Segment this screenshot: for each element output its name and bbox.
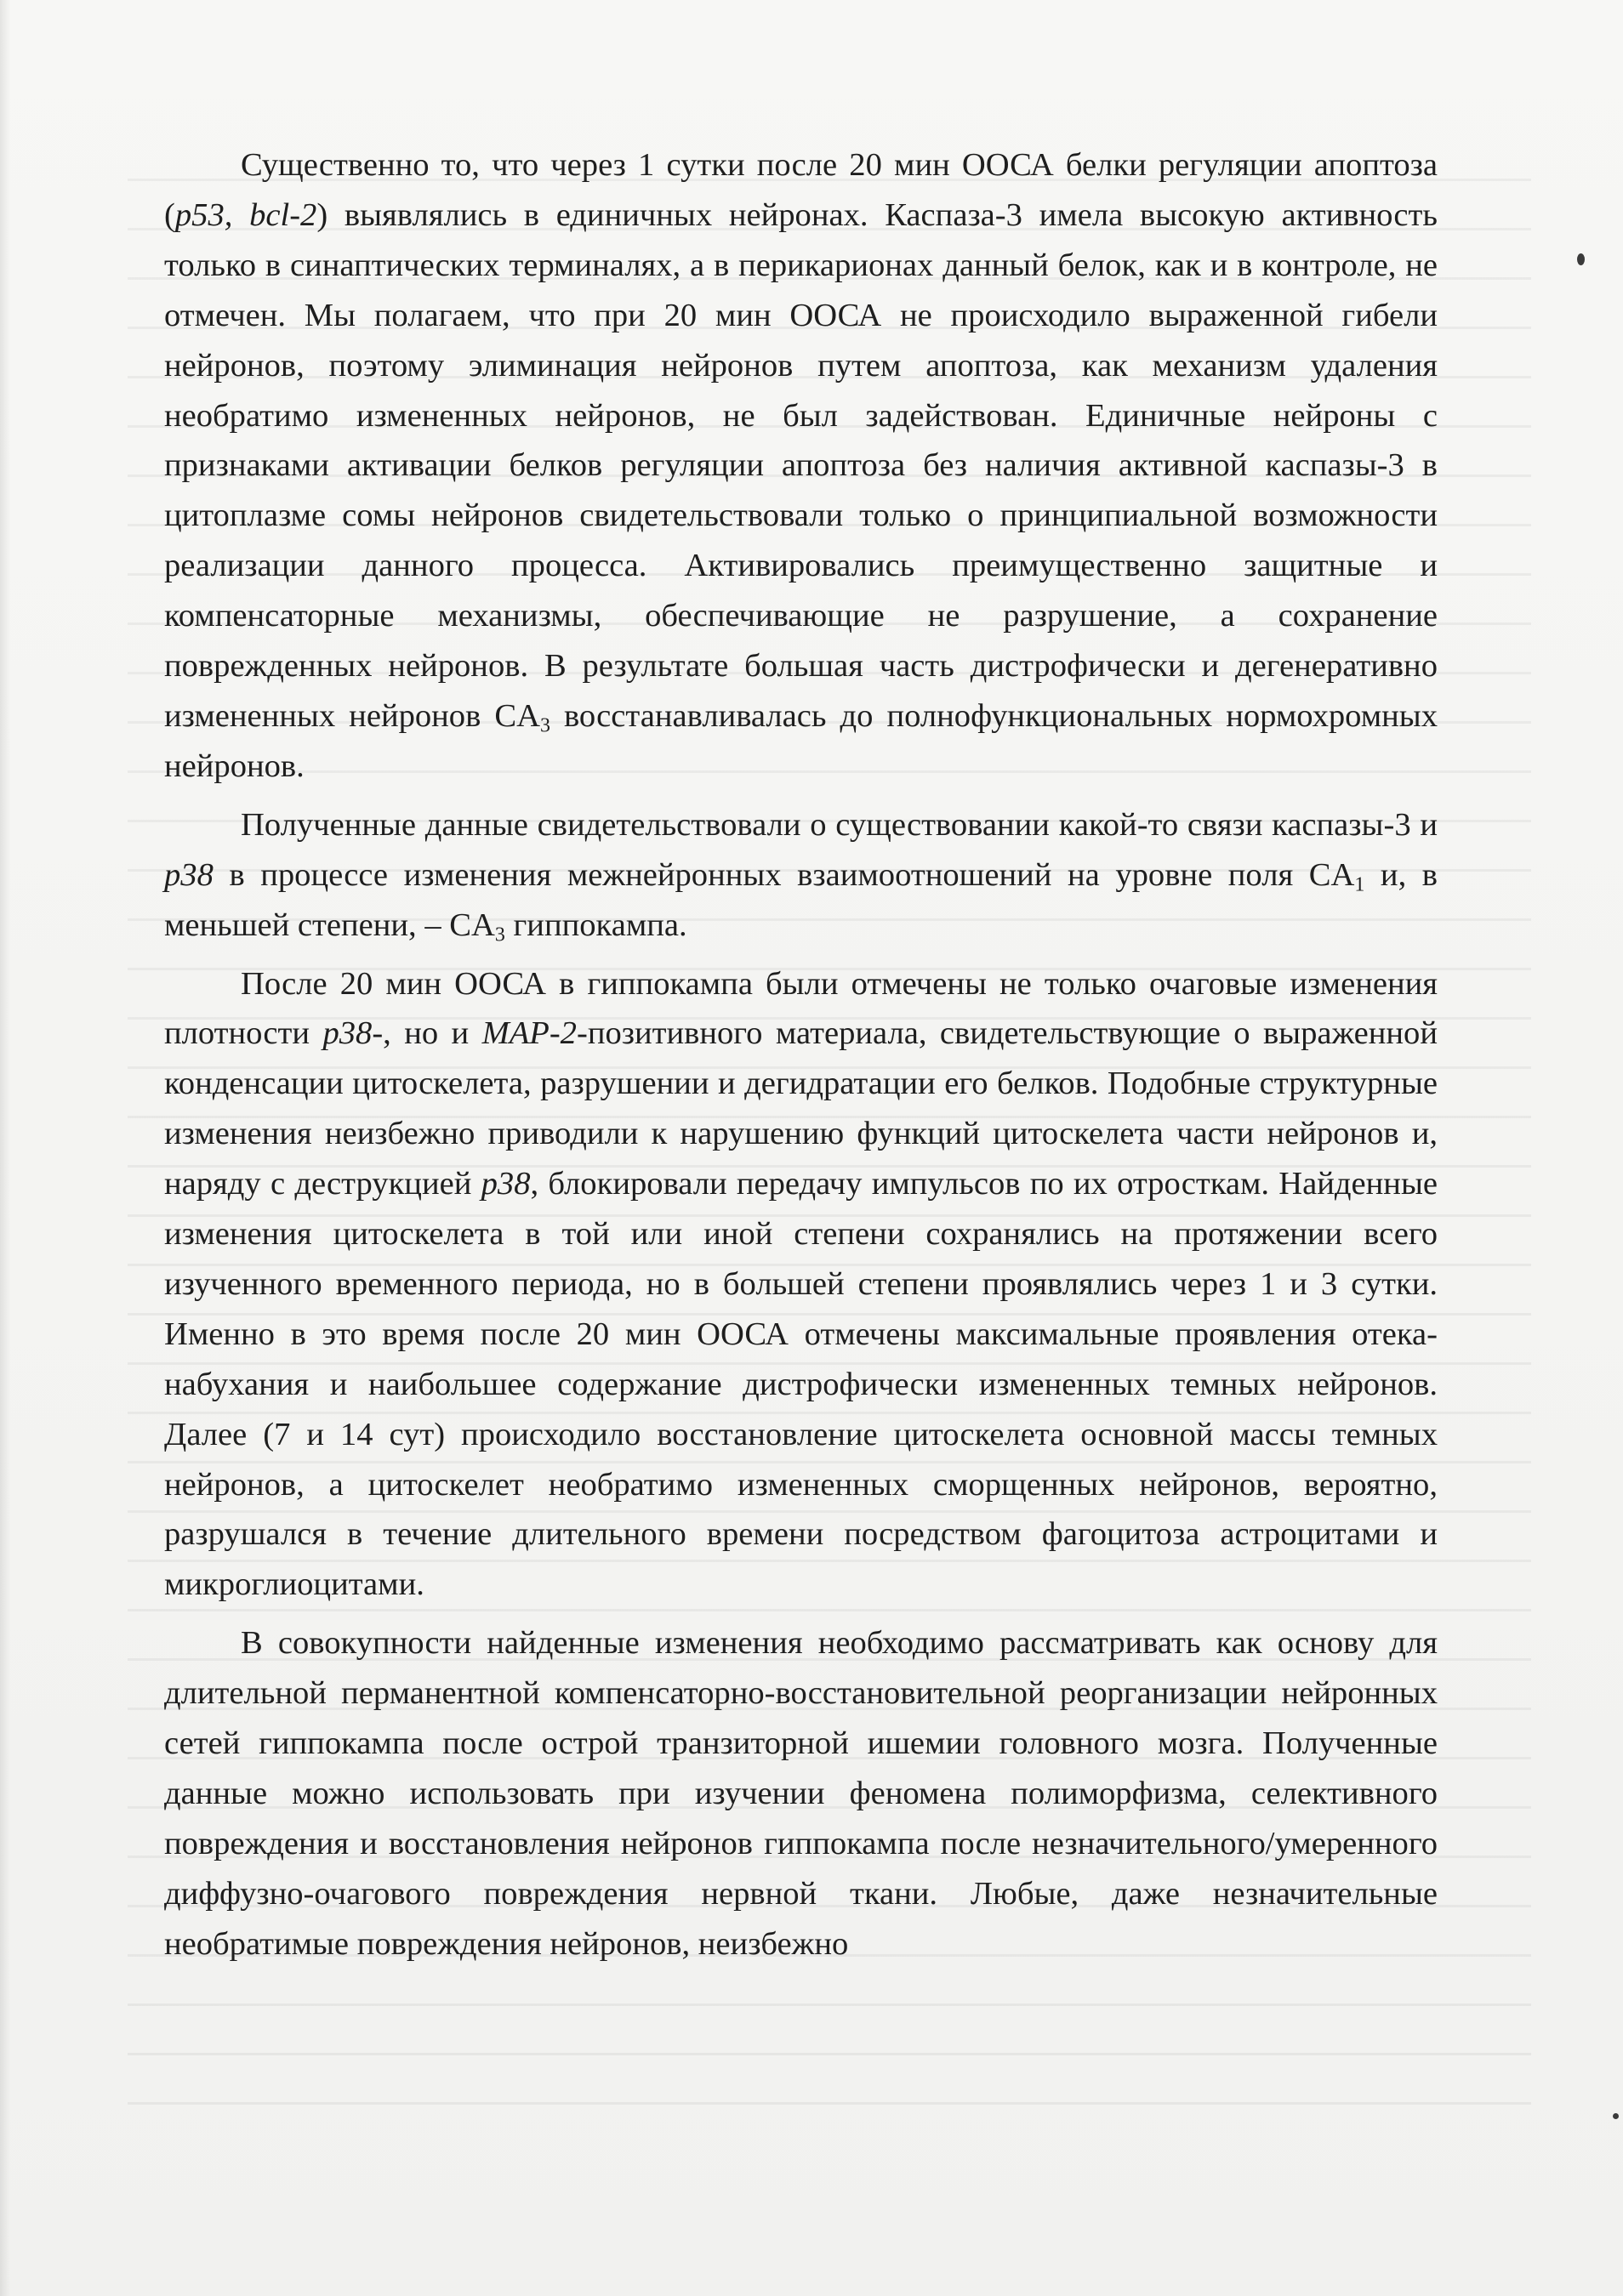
scan-speck-bottom-right [1613,2113,1619,2119]
paragraph-2: Полученные данные свидетельствовали о существовании какой-то связи каспазы-3 и p38 в процессе изменения межнейронных взаимоотношений на уровне поля $CA_1$ и, в меньшей степени, – $CA_3$ гиппокампа. [164,806,1438,946]
italic-term: p53, bcl-2 [174,196,317,233]
subscript: 3 [494,924,505,946]
italic-term: p38 [322,1015,373,1052]
scan-shadow-left [0,0,10,2296]
paragraph-4: В совокупности найденные изменения необходимо рассматривать как основу для длительной перманентной компенсаторно-восстановительной реорганизации нейронных сетей гиппокампа после острой транзиторной ишемии головного мозга. Полученные данные можно использовать при изучении феномена полиморфизма, селективного повреждения и восстановления нейронов гиппокампа после незначительного/умеренного диффузно-очагового повреждения нервной ткани. Любые, даже незначительные необратимые повреждения нейронов, неизбежно [164,1625,1438,1962]
paragraph-1: Существенно то, что через 1 сутки после 20 мин ООСА белки регуляции апоптоза (p53, bcl-2) выявлялись в единичных нейронах. Каспаза-3 имела высокую активность только в синаптических терминалях, а в перикарионах данный белок, как и в контроле, не отмечен. Мы полагаем, что при 20 мин ООСА не происходило выраженной гибели нейронов, поэтому элиминация нейронов путем апоптоза, как механизм удаления необратимо измененных нейронов, не был задействован. Единичные нейроны с признаками активации белков регуляции апоптоза без наличия активной каспазы-3 в цитоплазме сомы нейронов свидетельствовали только о принципиальной возможности реализации данного процесса. Активировались преимущественно защитные и компенсаторные механизмы, обеспечивающие не разрушение, а сохранение поврежденных нейронов. В результате большая часть дистрофически и дегенеративно измененных нейронов $CA_3$ восстанавливалась до полнофункциональных нормохромных нейронов. [164,147,1438,784]
paragraph-3: После 20 мин ООСА в гиппокампа были отмечены не только очаговые изменения плотности p38-, но и MAP-2-позитивного материала, свидетельствующие о выраженной конденсации цитоскелета, разрушении и дегидратации его белков. Подобные структурные изменения неизбежно приводили к нарушению функций цитоскелета части нейронов и, наряду с деструкцией p38, блокировали передачу импульсов по их отросткам. Найденные изменения цитоскелета в той или иной степени сохранялись на протяжении всего изученного временного периода, но в большей степени проявлялись через 1 и 3 сутки. Именно в это время после 20 мин ООСА отмечены максимальные проявления отека-набухания и наибольшее содержание дистрофически измененных темных нейронов. Далее (7 и 14 сут) происходило восстановление цитоскелета основной массы темных нейронов, а цитоскелет необратимо измененных сморщенных нейронов, вероятно, разрушался в течение длительного времени посредством фагоцитоза астроцитами и микроглиоцитами. [164,965,1438,1603]
italic-term: p38 [481,1166,531,1202]
body-text [164,140,1438,1969]
subscript: 1 [1354,873,1365,896]
italic-term: MAP-2 [481,1015,577,1052]
scan-speck-top-right [1577,253,1585,265]
subscript: 3 [539,714,550,737]
italic-term: p38 [164,856,214,893]
